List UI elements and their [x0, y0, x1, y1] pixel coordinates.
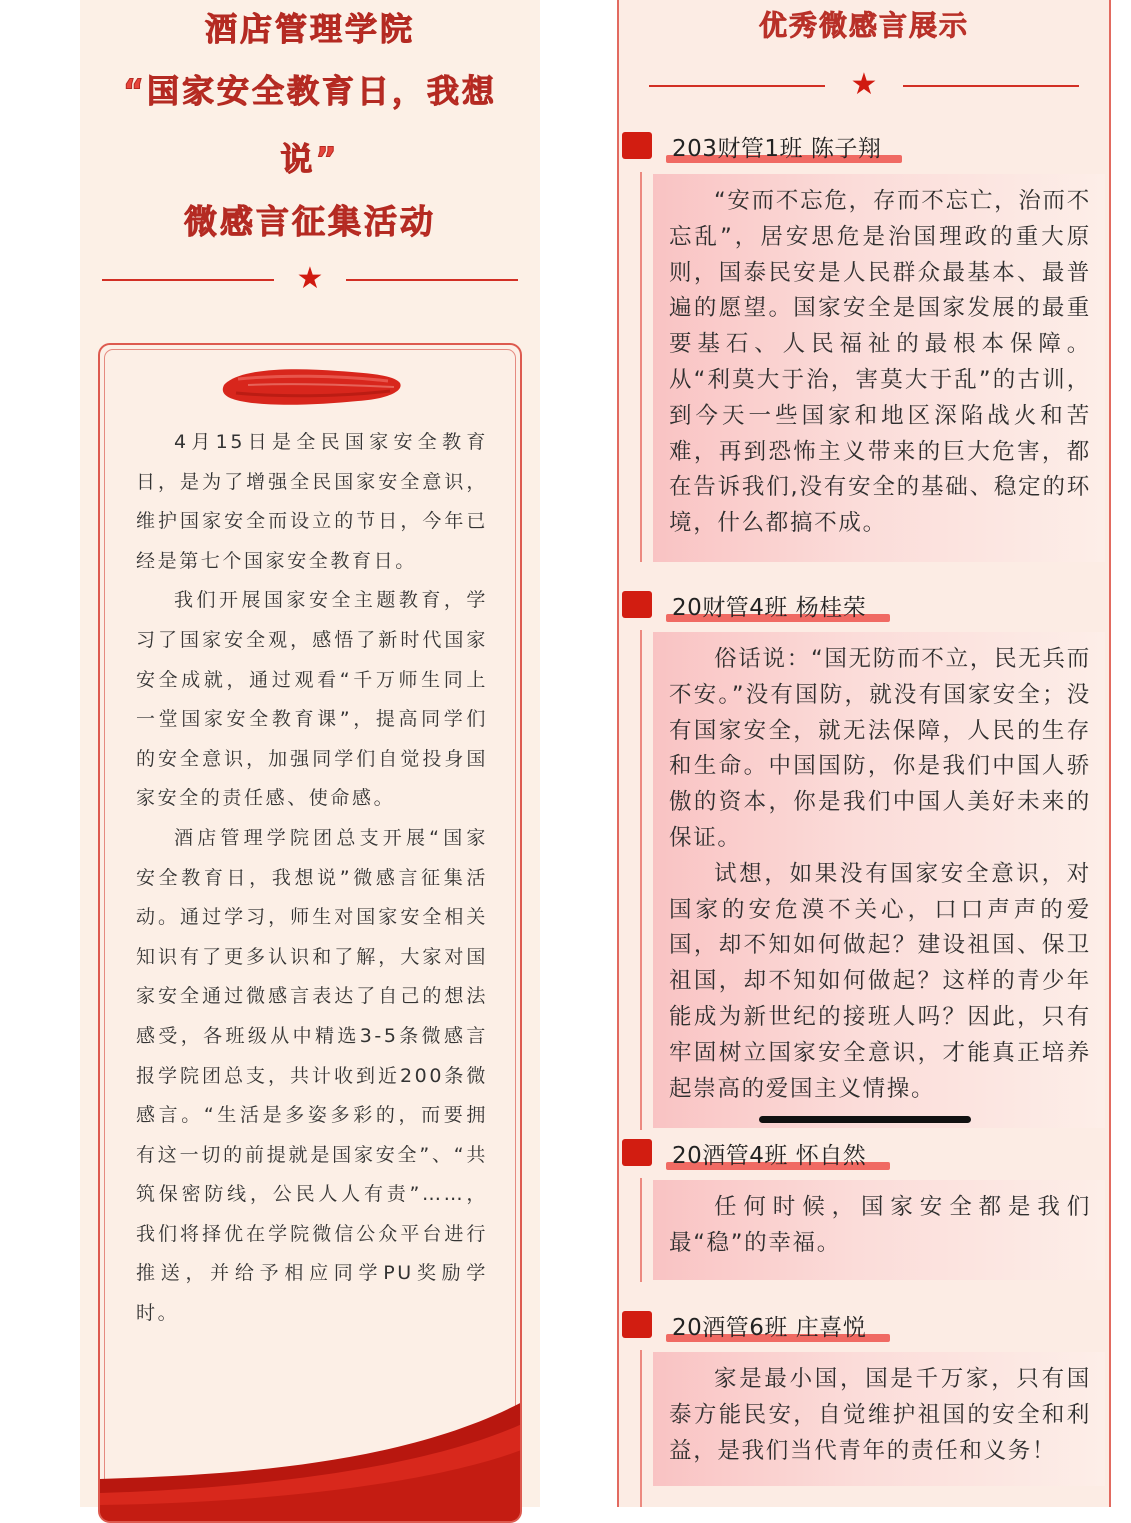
divider-line-left [102, 279, 274, 281]
quote-box [653, 1352, 1105, 1486]
timeline-line [640, 172, 642, 562]
timeline-line [640, 630, 642, 1130]
quote-box [653, 632, 1105, 1128]
quote-text: 家是最小国，国是千万家，只有国泰方能民安，自觉维护祖国的安全和利益，是我们当代青年的责任和义务！ [669, 1366, 1091, 1464]
quote-box [653, 174, 1105, 562]
bullet-square-icon [622, 1139, 652, 1166]
divider-line-right [346, 279, 518, 281]
title-line-3: 说” [280, 140, 340, 178]
title-line-2: “国家安全教育日，我想 [122, 72, 498, 110]
showcase-heading: 优秀微感言展示 [758, 9, 969, 42]
star-divider [102, 261, 518, 296]
divider-line-left [649, 85, 825, 87]
quote-text: 试想，如果没有国家安全意识，对国家的安危漠不关心，口口声声的爱国，却不知如何做起？建设祖国、保卫祖国，却不知如何做起？这样的青少年能成为新世纪的接班人吗？因此，只有牢固树立国家安全意识，才能真正培养起崇高的爱国主义情操。 [669, 860, 1091, 1102]
star-divider [649, 67, 1079, 102]
left-panel [80, 0, 540, 1507]
title-college: 酒店管理学院 [204, 10, 415, 48]
quote-text: 俗话说：“国无防而不立，民无兵而不安。”没有国防，就没有国家安全；没有国家安全，就无法保障，人民的生存和生命。中国国防，你是我们中国人骄傲的资本，你是我们中国人美好未来的保证。 [669, 646, 1091, 851]
student-name: 20酒管4班 怀自然 [672, 1143, 867, 1169]
divider-line-right [903, 85, 1079, 87]
red-ribbon-decoration [100, 1401, 522, 1521]
star-icon: ★ [296, 261, 324, 296]
student-name: 203财管1班 陈子翔 [672, 136, 882, 162]
quote-text: “安而不忘危，存而不忘亡，治而不忘乱”，居安思危是治国理政的重大原则，国泰民安是人民群众最基本、最普遍的愿望。国家安全是国家发展的最重要基石、人民福祉的最根本保障。从“利莫大于治，害莫大于乱”的古训，到今天一些国家和地区深陷战火和苦难，再到恐怖主义带来的巨大危害，都在告诉我们,没有安全的基础、稳定的环境，什么都搞不成。 [669, 188, 1091, 537]
intro-text [136, 423, 488, 1334]
bullet-square-icon [622, 591, 652, 618]
student-name: 20财管4班 杨桂荣 [672, 595, 867, 621]
right-panel [617, 0, 1111, 1507]
bullet-square-icon [622, 1311, 652, 1338]
star-icon: ★ [850, 67, 878, 102]
intro-paragraph: 4月15日是全民国家安全教育日，是为了增强全民国家安全意识，维护国家安全而设立的节日，今年已经是第七个国家安全教育日。 [136, 431, 488, 572]
timeline-line [640, 1350, 642, 1507]
scroll-indicator[interactable] [759, 1116, 971, 1123]
student-name: 20酒管6班 庄喜悦 [672, 1315, 867, 1341]
quote-text: 任何时候，国家安全都是我们最“稳”的幸福。 [669, 1194, 1091, 1256]
timeline-line [640, 1178, 642, 1282]
brush-stroke-icon [218, 363, 404, 409]
intro-paragraph: 酒店管理学院团总支开展“国家安全教育日，我想说”微感言征集活动。通过学习，师生对国家安全相关知识有了更多认识和了解，大家对国家安全通过微感言表达了自己的想法感受，各班级从中精选3-5条微感言报学院团总支，共计收到近200条微感言。“生活是多姿多彩的，而要拥有这一切的前提就是国家安全”、“共筑保密防线，公民人人有责”……，我们将择优在学院微信公众平台进行推送，并给予相应同学PU奖励学时。 [136, 826, 488, 1325]
quote-box [653, 1180, 1105, 1280]
title-activity: 微感言征集活动 [184, 202, 436, 241]
intro-card [98, 343, 522, 1523]
intro-paragraph: 我们开展国家安全主题教育，学习了国家安全观，感悟了新时代国家安全成就，通过观看“千万师生同上一堂国家安全教育课”，提高同学们的安全意识，加强同学们自觉投身国家安全的责任感、使命感。 [136, 589, 488, 810]
bullet-square-icon [622, 132, 652, 159]
